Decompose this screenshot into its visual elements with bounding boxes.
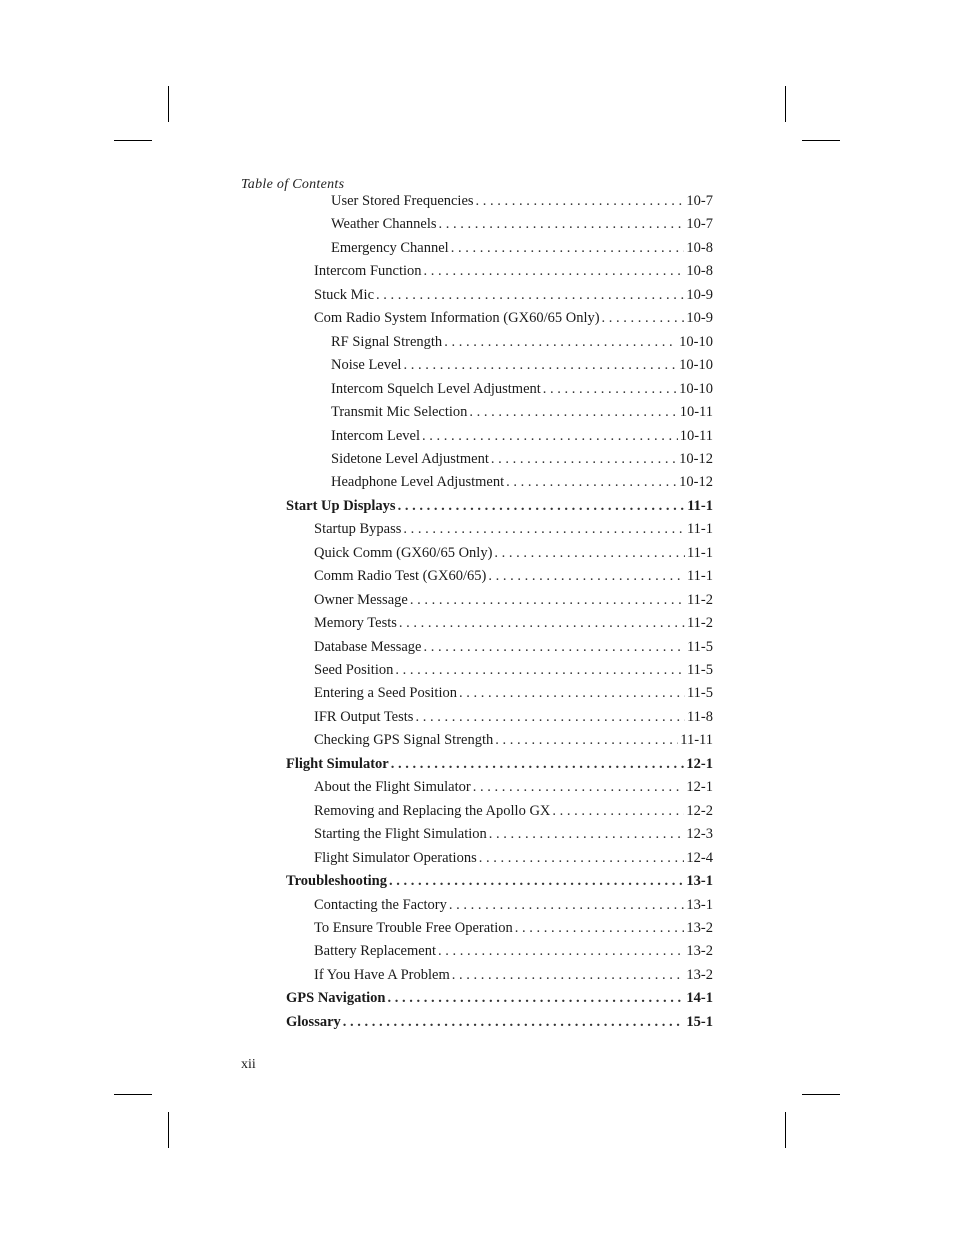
toc-entry[interactable] bbox=[314, 310, 713, 330]
crop-mark-top-left-vertical bbox=[168, 86, 169, 122]
dot-leader bbox=[424, 263, 685, 280]
toc-entry[interactable] bbox=[314, 850, 713, 870]
toc-entry[interactable] bbox=[331, 240, 713, 260]
toc-entry-page: 11-8 bbox=[686, 708, 713, 725]
toc-entry[interactable] bbox=[314, 897, 713, 917]
toc-entry-page: 10-8 bbox=[686, 239, 713, 256]
toc-entry-page: 14-1 bbox=[686, 990, 713, 1007]
toc-entry-page: 10-7 bbox=[686, 216, 713, 233]
toc-entry[interactable] bbox=[314, 592, 713, 612]
toc-entry-page: 10-12 bbox=[679, 474, 713, 491]
toc-entry[interactable] bbox=[314, 943, 713, 963]
toc-entry-title: About the Flight Simulator bbox=[314, 779, 471, 796]
toc-entry-page: 11-1 bbox=[687, 497, 713, 514]
dot-leader bbox=[439, 216, 685, 233]
dot-leader bbox=[395, 662, 685, 679]
dot-leader bbox=[543, 381, 677, 398]
toc-entry-title: Stuck Mic bbox=[314, 286, 375, 303]
dot-leader bbox=[451, 240, 685, 257]
toc-entry[interactable] bbox=[286, 990, 713, 1010]
dot-leader bbox=[476, 193, 685, 210]
crop-mark-bottom-right-vertical bbox=[785, 1112, 786, 1148]
toc-entry-title: GPS Navigation bbox=[286, 990, 386, 1007]
toc-entry-title: Database Message bbox=[314, 638, 422, 655]
dot-leader bbox=[489, 826, 685, 843]
dot-leader bbox=[415, 709, 685, 726]
toc-entry-title: Removing and Replacing the Apollo GX bbox=[314, 802, 551, 819]
toc-entry-page: 10-11 bbox=[679, 404, 713, 421]
toc-entry-title: Start Up Displays bbox=[286, 497, 396, 514]
toc-entry-title: Battery Replacement bbox=[314, 943, 436, 960]
toc-entry-title: Weather Channels bbox=[331, 216, 437, 233]
toc-entry[interactable] bbox=[314, 826, 713, 846]
toc-entry-title: Checking GPS Signal Strength bbox=[314, 732, 494, 749]
toc-entry[interactable] bbox=[331, 451, 713, 471]
crop-mark-bottom-right-horizontal bbox=[802, 1094, 840, 1095]
toc-entry[interactable] bbox=[331, 357, 713, 377]
toc-entry-page: 11-5 bbox=[686, 638, 713, 655]
toc-entry[interactable] bbox=[286, 873, 713, 893]
dot-leader bbox=[495, 732, 678, 749]
toc-entry-page: 12-2 bbox=[686, 802, 713, 819]
toc-entry-title: Seed Position bbox=[314, 662, 394, 678]
dot-leader bbox=[473, 779, 685, 796]
toc-entry[interactable] bbox=[314, 545, 713, 565]
dot-leader bbox=[422, 428, 678, 445]
toc-entry-title: Memory Tests bbox=[314, 615, 397, 632]
toc-entry-page: 10-9 bbox=[686, 310, 713, 327]
dot-leader bbox=[459, 685, 685, 702]
dot-leader bbox=[494, 545, 685, 562]
crop-mark-top-right-horizontal bbox=[802, 140, 840, 141]
toc-entry[interactable] bbox=[314, 662, 713, 682]
toc-entry-page: 10-11 bbox=[679, 427, 713, 444]
toc-entry-page: 12-1 bbox=[686, 779, 713, 796]
page-number: xii bbox=[241, 1057, 256, 1072]
crop-mark-top-left-horizontal bbox=[114, 140, 152, 141]
toc-entry-title: Sidetone Level Adjustment bbox=[331, 450, 489, 467]
toc-entry-title: To Ensure Trouble Free Operation bbox=[314, 919, 513, 936]
toc-entry[interactable] bbox=[314, 615, 713, 635]
toc-entry[interactable] bbox=[314, 639, 713, 659]
toc-entry-page: 11-1 bbox=[686, 521, 713, 538]
toc-entry[interactable] bbox=[314, 709, 713, 729]
toc-entry-title: RF Signal Strength bbox=[331, 333, 443, 350]
dot-leader bbox=[488, 568, 685, 585]
toc-entry-page: 13-1 bbox=[686, 873, 713, 890]
toc-entry-page: 10-12 bbox=[679, 450, 713, 467]
toc-entry-title: IFR Output Tests bbox=[314, 708, 414, 725]
dot-leader bbox=[515, 920, 685, 937]
dot-leader bbox=[552, 803, 684, 820]
toc-entry[interactable] bbox=[314, 732, 713, 752]
toc-entry-page: 10-8 bbox=[686, 263, 713, 280]
dot-leader bbox=[391, 756, 685, 773]
toc-entry-title: If You Have A Problem bbox=[314, 966, 450, 983]
toc-entry[interactable] bbox=[331, 404, 713, 424]
toc-entry-title: Emergency Channel bbox=[331, 239, 449, 256]
dot-leader bbox=[449, 897, 685, 914]
dot-leader bbox=[376, 287, 684, 304]
toc-entry-title: Quick Comm (GX60/65 Only) bbox=[314, 544, 493, 561]
toc-entry-title: Starting the Flight Simulation bbox=[314, 826, 487, 843]
toc-entry-title: Glossary bbox=[286, 1013, 341, 1030]
toc-entry[interactable] bbox=[331, 334, 713, 354]
toc-entry-title: Com Radio System Information (GX60/65 Only) bbox=[314, 310, 600, 327]
toc-entry-page: 11-5 bbox=[686, 685, 713, 702]
toc-entry-page: 10-7 bbox=[686, 193, 713, 209]
toc-entry[interactable] bbox=[314, 920, 713, 940]
dot-leader bbox=[452, 967, 685, 984]
dot-leader bbox=[491, 451, 677, 468]
toc-entry-page: 13-2 bbox=[686, 943, 713, 960]
toc-entry[interactable] bbox=[331, 474, 713, 494]
toc-entry-page: 11-11 bbox=[680, 732, 713, 749]
toc-entry-page: 13-2 bbox=[686, 966, 713, 983]
toc-entry-title: Troubleshooting bbox=[286, 873, 387, 890]
toc-entry-page: 13-1 bbox=[686, 896, 713, 913]
toc-entry-title: User Stored Frequencies bbox=[331, 193, 474, 209]
toc-entry[interactable] bbox=[314, 263, 713, 283]
toc-entry[interactable] bbox=[286, 756, 713, 776]
toc-entry-title: Intercom Level bbox=[331, 427, 420, 444]
toc-entry-page: 13-2 bbox=[686, 919, 713, 936]
toc-entry[interactable] bbox=[286, 498, 713, 518]
toc-entry[interactable] bbox=[314, 803, 713, 823]
toc-entry[interactable] bbox=[331, 381, 713, 401]
toc-entry-page: 10-10 bbox=[679, 357, 713, 374]
toc-entry-page: 15-1 bbox=[686, 1013, 713, 1030]
toc-entry-page: 11-2 bbox=[686, 615, 713, 632]
dot-leader bbox=[410, 592, 685, 609]
toc-entry[interactable] bbox=[314, 967, 713, 987]
toc-entry[interactable] bbox=[331, 193, 713, 213]
crop-mark-bottom-left-horizontal bbox=[114, 1094, 152, 1095]
dot-leader bbox=[398, 498, 686, 515]
dot-leader bbox=[389, 873, 684, 890]
toc-entry[interactable] bbox=[314, 521, 713, 541]
toc-entry-page: 11-2 bbox=[686, 591, 713, 608]
crop-mark-bottom-left-vertical bbox=[168, 1112, 169, 1148]
toc-entry-title: Intercom Function bbox=[314, 263, 422, 280]
toc-entry-page: 12-1 bbox=[686, 755, 713, 772]
toc-entry[interactable] bbox=[314, 685, 713, 705]
dot-leader bbox=[438, 943, 684, 960]
toc-entry-page: 12-4 bbox=[686, 849, 713, 866]
toc-entry-title: Contacting the Factory bbox=[314, 896, 447, 913]
crop-mark-top-right-vertical bbox=[785, 86, 786, 122]
dot-leader bbox=[403, 357, 677, 374]
toc-entry[interactable] bbox=[314, 568, 713, 588]
toc-entry-title: Flight Simulator Operations bbox=[314, 849, 477, 866]
toc-entry[interactable] bbox=[331, 216, 713, 236]
dot-leader bbox=[343, 1014, 685, 1031]
toc-entry[interactable] bbox=[314, 779, 713, 799]
toc-entry-title: Entering a Seed Position bbox=[314, 685, 457, 702]
dot-leader bbox=[399, 615, 685, 632]
dot-leader bbox=[479, 850, 685, 867]
toc-entry[interactable] bbox=[331, 428, 713, 448]
dot-leader bbox=[469, 404, 677, 421]
running-header: Table of Contents bbox=[241, 177, 345, 192]
dot-leader bbox=[506, 474, 677, 491]
dot-leader bbox=[388, 990, 685, 1007]
toc-entry-page: 10-9 bbox=[686, 286, 713, 303]
toc-entry-page: 11-1 bbox=[686, 544, 713, 561]
dot-leader bbox=[602, 310, 685, 327]
toc-entry-page: 12-3 bbox=[686, 826, 713, 843]
toc-entry-page: 10-10 bbox=[679, 380, 713, 397]
toc-entry-title: Intercom Squelch Level Adjustment bbox=[331, 380, 541, 397]
toc-entry-title: Startup Bypass bbox=[314, 521, 402, 538]
toc-entry-title: Noise Level bbox=[331, 357, 402, 374]
toc-entry-title: Owner Message bbox=[314, 591, 408, 608]
toc-entry-page: 11-1 bbox=[686, 568, 713, 585]
dot-leader bbox=[444, 334, 677, 351]
toc-entry-title: Headphone Level Adjustment bbox=[331, 474, 505, 491]
toc-entry-page: 10-10 bbox=[679, 333, 713, 350]
toc-entry-page: 11-5 bbox=[686, 662, 713, 678]
toc-entry[interactable] bbox=[314, 287, 713, 307]
dot-leader bbox=[403, 521, 685, 538]
toc-entry[interactable] bbox=[286, 1014, 713, 1034]
dot-leader bbox=[424, 639, 685, 656]
toc-entry-title: Flight Simulator bbox=[286, 755, 389, 772]
toc-entry-title: Comm Radio Test (GX60/65) bbox=[314, 568, 487, 585]
toc-entry-title: Transmit Mic Selection bbox=[331, 404, 468, 421]
